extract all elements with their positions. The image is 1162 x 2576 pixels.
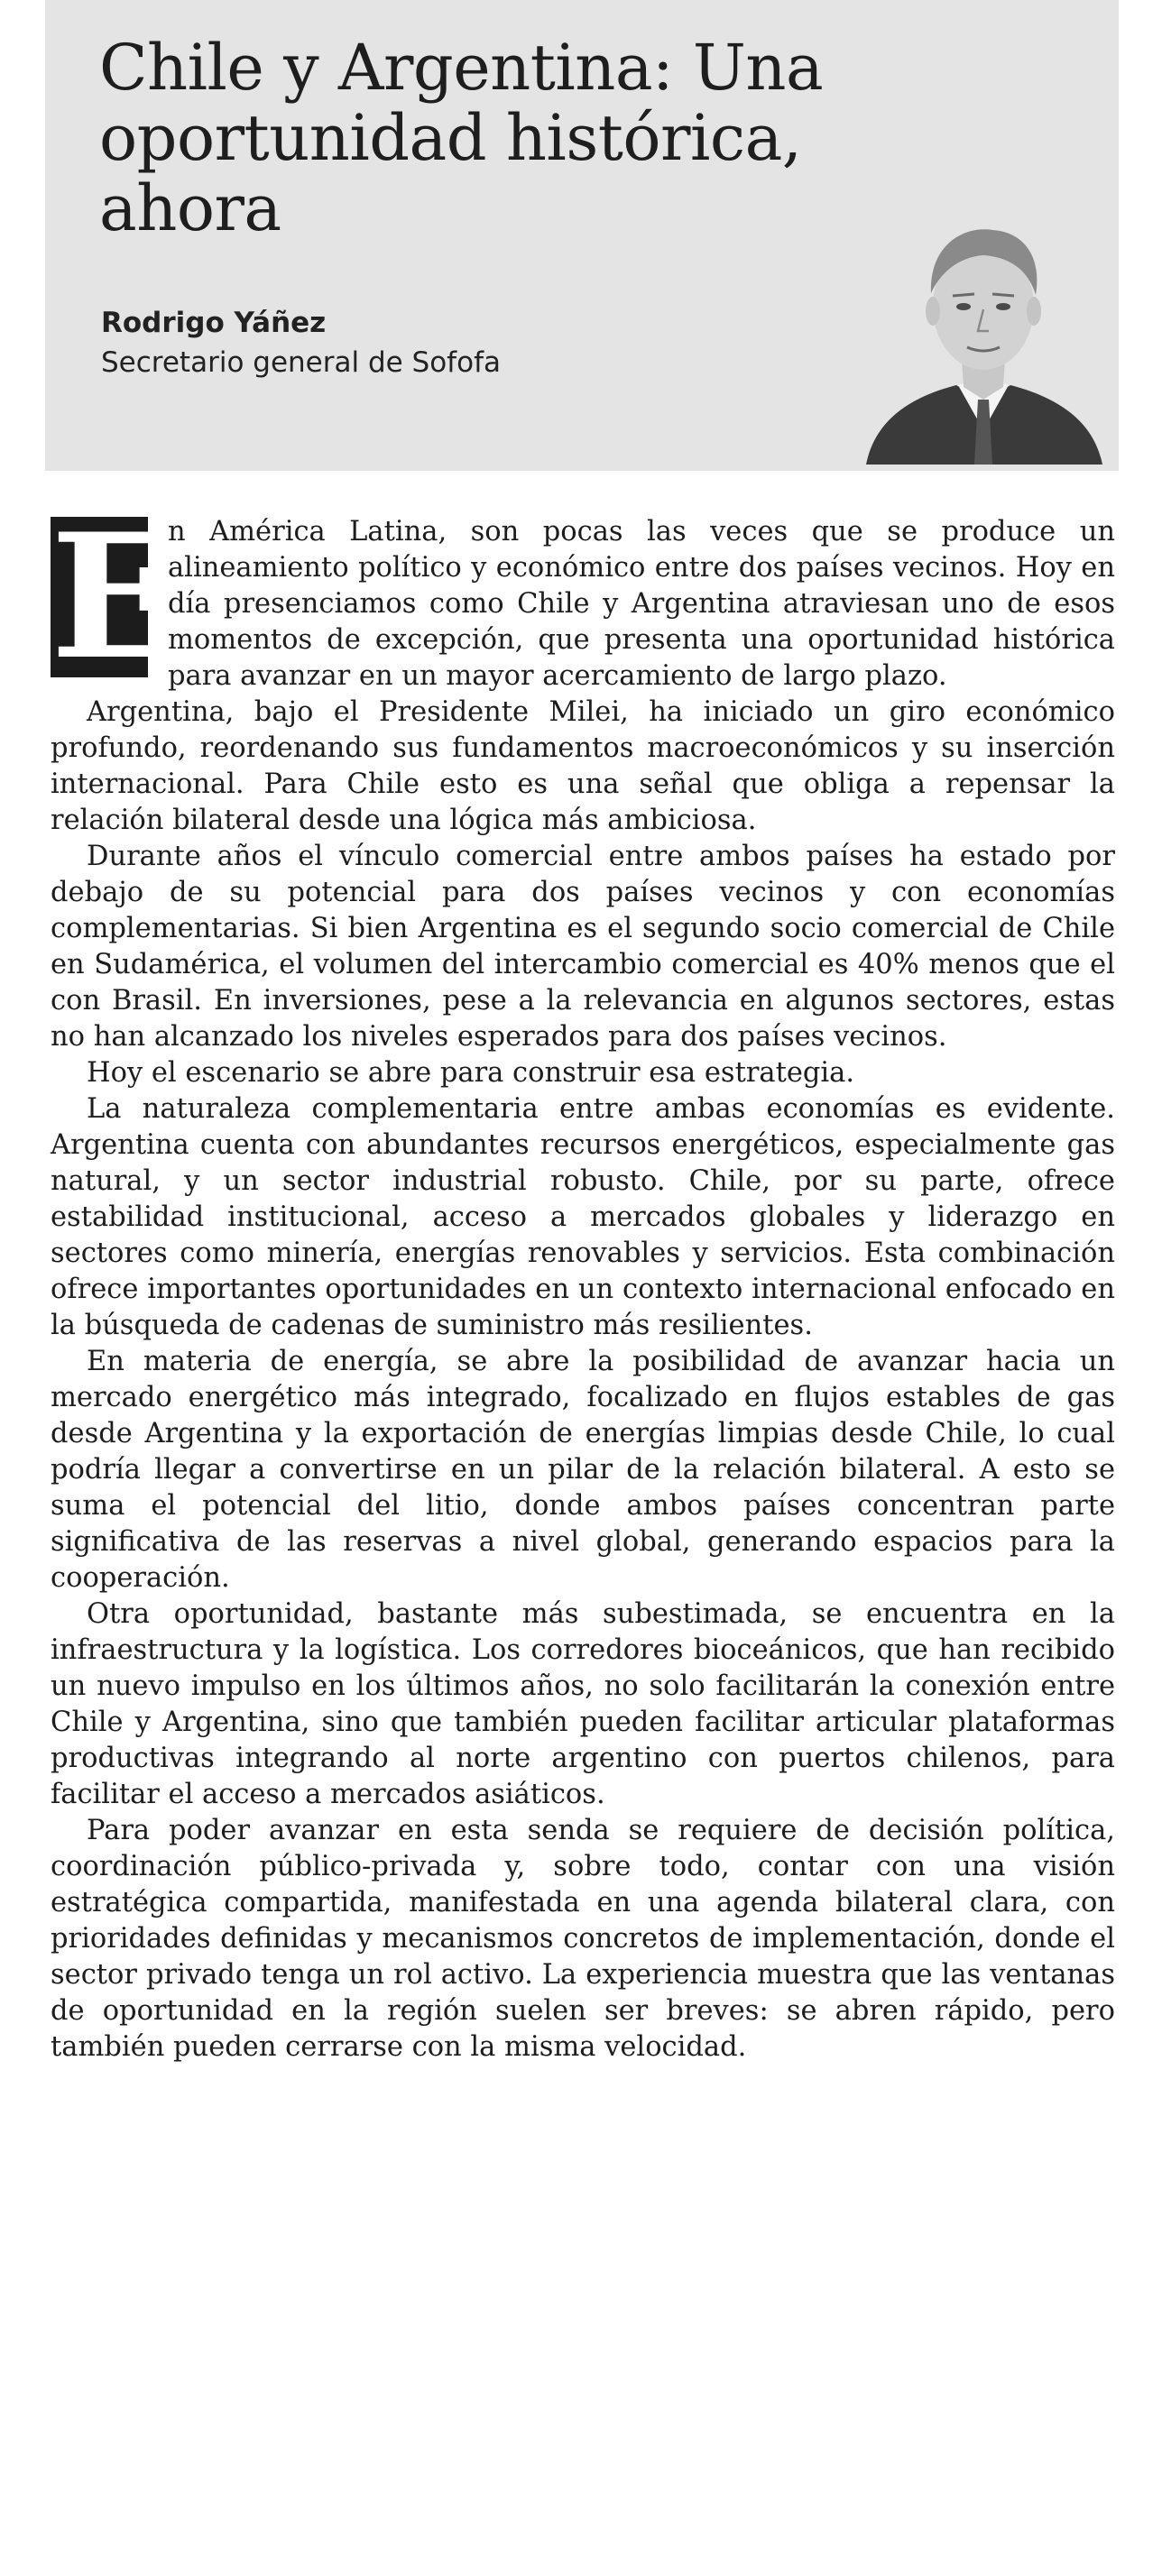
first-paragraph-text: n América Latina, son pocas las veces que se produce un alineamiento político y económico entre dos países vecinos. Hoy en día presenciamos como Chile y Argentina atraviesan uno de esos momentos de excepción, que presenta una oportunidad histórica para avanzar en un mayor acercamiento de largo plazo. [168, 516, 1115, 692]
article-body [51, 496, 1115, 2065]
author-name: Rodrigo Yáñez [101, 307, 327, 339]
author-role: Secretario general de Sofofa [101, 346, 501, 379]
drop-cap: E [51, 496, 181, 697]
author-portrait [857, 194, 1110, 465]
article-header [45, 0, 1119, 471]
article-paragraph: Para poder avanzar en esta senda se requiere de decisión política, coordinación público-privada y, sobre todo, contar con una visión estratégica compartida, manifestada en una agenda bilateral clara, con prioridades definidas y mecanismos concretos de implementación, donde el sector privado tenga un rol activo. La experiencia muestra que las ventanas de oportunidad en la región suelen ser breves: se abren rápido, pero también pueden cerrarse con la misma velocidad. [51, 1815, 1115, 2063]
article-paragraph: Hoy el escenario se abre para construir esa estrategia. [87, 1057, 855, 1089]
article-paragraph [51, 496, 1115, 697]
article-paragraph: Otra oportunidad, bastante más subestimada, se encuentra en la infraestructura y la logística. Los corredores bioceánicos, que han recibido un nuevo impulso en los últimos años, no solo facilitarán la conexión entre Chile y Argentina, sino que también pueden facilitar articular plataformas productivas integrando al norte argentino con puertos chilenos, para facilitar el acceso a mercados asiáticos. [51, 1598, 1115, 1810]
article-paragraph: Durante años el vínculo comercial entre ambos países ha estado por debajo de su potencial para dos países vecinos y con economías complementarias. Si bien Argentina es el segundo socio comercial de Chile en Sudamérica, el volumen del intercambio comercial es 40% menos que el con Brasil. En inversiones, pese a la relevancia en algunos sectores, estas no han alcanzado los niveles esperados para dos países vecinos. [51, 841, 1115, 1053]
article-paragraph: La naturaleza complementaria entre ambas economías es evidente. Argentina cuenta con abundantes recursos energéticos, especialmente gas natural, y un sector industrial robusto. Chile, por su parte, ofrece estabilidad institucional, acceso a mercados globales y liderazgo en sectores como minería, energías renovables y servicios. Esta combinación ofrece importantes oportunidades en un contexto internacional enfocado en la búsqueda de cadenas de suministro más resilientes. [51, 1093, 1115, 1341]
article-paragraph: En materia de energía, se abre la posibilidad de avanzar hacia un mercado energético más integrado, focalizado en flujos estables de gas desde Argentina y la exportación de energías limpias desde Chile, lo cual podría llegar a convertirse en un pilar de la relación bilateral. A esto se suma el potencial del litio, donde ambos países concentran parte significativa de las reservas a nivel global, generando espacios para la cooperación. [51, 1346, 1115, 1594]
article-paragraph: Argentina, bajo el Presidente Milei, ha iniciado un giro económico profundo, reordenando sus fundamentos macroeconómicos y su inserción internacional. Para Chile esto es una señal que obliga a repensar la relación bilateral desde una lógica más ambiciosa. [51, 696, 1115, 836]
article-headline: Chile y Argentina: Una oportunidad histórica, ahora [99, 31, 824, 245]
